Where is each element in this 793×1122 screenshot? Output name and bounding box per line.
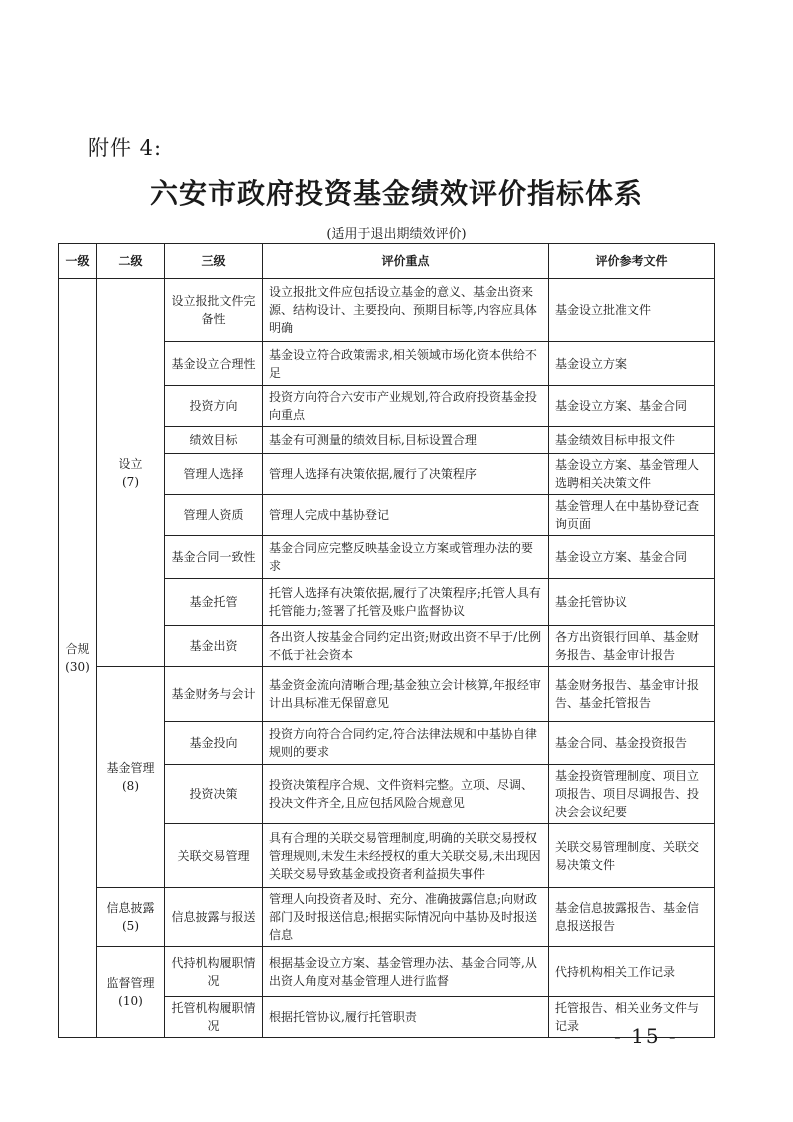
level2-name: 监督管理 xyxy=(106,976,155,990)
focus-cell: 托管人选择有决策依据,履行了决策程序;托管人具有托管能力;签署了托管及账户监督协议 xyxy=(263,579,549,626)
reference-cell: 基金投资管理制度、项目立项报告、项目尽调报告、投决会会议纪要 xyxy=(549,765,715,824)
level3-cell: 管理人选择 xyxy=(165,454,263,495)
level1-name: 合规 xyxy=(65,642,90,656)
level2-score: (10) xyxy=(118,994,143,1008)
focus-cell: 根据基金设立方案、基金管理办法、基金合同等,从出资人角度对基金管理人进行监督 xyxy=(263,947,549,997)
attachment-label: 附件 4: xyxy=(88,136,163,160)
level3-cell: 基金托管 xyxy=(165,579,263,626)
focus-cell: 投资方向符合合同约定,符合法律法规和中基协自律规则的要求 xyxy=(263,722,549,765)
level2-cell xyxy=(97,947,165,1038)
level2-name: 设立 xyxy=(118,456,143,471)
indicator-table xyxy=(58,243,715,1038)
focus-cell: 基金设立符合政策需求,相关领域市场化资本供给不足 xyxy=(263,342,549,386)
focus-cell: 基金合同应完整反映基金设立方案或管理办法的要求 xyxy=(263,536,549,579)
level1-score: (30) xyxy=(65,660,90,674)
reference-cell: 各方出资银行回单、基金财务报告、基金审计报告 xyxy=(549,626,715,667)
level2-cell xyxy=(97,667,165,888)
document-title: 六安市政府投资基金绩效评价指标体系 xyxy=(149,177,643,210)
focus-cell: 投资决策程序合规、文件资料完整。立项、尽调、投决文件齐全,且应包括风险合规意见 xyxy=(263,765,549,824)
level3-cell: 基金财务与会计 xyxy=(165,667,263,722)
level2-score: (7) xyxy=(122,474,139,489)
level2-name: 基金管理 xyxy=(106,761,155,775)
column-header: 一级 xyxy=(59,244,97,279)
reference-cell: 托管报告、相关业务文件与记录 xyxy=(549,997,715,1038)
focus-cell: 投资方向符合六安市产业规划,符合政府投资基金投向重点 xyxy=(263,386,549,427)
reference-cell: 基金绩效目标申报文件 xyxy=(549,427,715,454)
level3-cell: 基金设立合理性 xyxy=(165,342,263,386)
reference-cell: 基金财务报告、基金审计报告、基金托管报告 xyxy=(549,667,715,722)
document-subtitle: (适用于退出期绩效评价) xyxy=(326,227,467,242)
level1-cell xyxy=(59,279,97,1038)
level2-name: 信息披露 xyxy=(106,901,155,915)
level3-cell: 托管机构履职情况 xyxy=(165,997,263,1038)
reference-cell: 基金设立方案 xyxy=(549,342,715,386)
table-header-row xyxy=(59,244,715,279)
table-row xyxy=(59,279,715,342)
column-header: 评价参考文件 xyxy=(549,244,715,279)
level3-cell: 基金合同一致性 xyxy=(165,536,263,579)
level2-score: (8) xyxy=(122,779,139,793)
level3-cell: 绩效目标 xyxy=(165,427,263,454)
reference-cell: 关联交易管理制度、关联交易决策文件 xyxy=(549,824,715,888)
focus-cell: 管理人选择有决策依据,履行了决策程序 xyxy=(263,454,549,495)
level3-cell: 基金投向 xyxy=(165,722,263,765)
level2-cell xyxy=(97,279,165,667)
level3-cell: 管理人资质 xyxy=(165,495,263,536)
reference-cell: 基金设立批准文件 xyxy=(549,279,715,342)
table-row xyxy=(59,888,715,947)
focus-cell: 根据托管协议,履行托管职责 xyxy=(263,997,549,1038)
table-row xyxy=(59,947,715,997)
focus-cell: 基金资金流向清晰合理;基金独立会计核算,年报经审计出具标准无保留意见 xyxy=(263,667,549,722)
reference-cell: 基金设立方案、基金合同 xyxy=(549,386,715,427)
level2-cell xyxy=(97,888,165,947)
level3-cell: 设立报批文件完备性 xyxy=(165,279,263,342)
focus-cell: 各出资人按基金合同约定出资;财政出资不早于/比例不低于社会资本 xyxy=(263,626,549,667)
reference-cell: 基金合同、基金投资报告 xyxy=(549,722,715,765)
reference-cell: 基金设立方案、基金合同 xyxy=(549,536,715,579)
focus-cell: 具有合理的关联交易管理制度,明确的关联交易授权管理规则,未发生未经授权的重大关联交易,未出现因关联交易导致基金或投资者利益损失事件 xyxy=(263,824,549,888)
column-header: 三级 xyxy=(165,244,263,279)
focus-cell: 管理人完成中基协登记 xyxy=(263,495,549,536)
focus-cell: 基金有可测量的绩效目标,目标设置合理 xyxy=(263,427,549,454)
level3-cell: 投资方向 xyxy=(165,386,263,427)
page-number: - 15 - xyxy=(614,1024,678,1048)
reference-cell: 基金托管协议 xyxy=(549,579,715,626)
reference-cell: 代持机构相关工作记录 xyxy=(549,947,715,997)
table-row xyxy=(59,667,715,722)
focus-cell: 管理人向投资者及时、充分、准确披露信息;向财政部门及时报送信息;根据实际情况向中基协及时报送信息 xyxy=(263,888,549,947)
level3-cell: 投资决策 xyxy=(165,765,263,824)
reference-cell: 基金信息披露报告、基金信息报送报告 xyxy=(549,888,715,947)
reference-cell: 基金管理人在中基协登记查询页面 xyxy=(549,495,715,536)
column-header: 二级 xyxy=(97,244,165,279)
reference-cell: 基金设立方案、基金管理人选聘相关决策文件 xyxy=(549,454,715,495)
column-header: 评价重点 xyxy=(263,244,549,279)
level2-score: (5) xyxy=(122,919,139,933)
level3-cell: 代持机构履职情况 xyxy=(165,947,263,997)
level3-cell: 关联交易管理 xyxy=(165,824,263,888)
level3-cell: 信息披露与报送 xyxy=(165,888,263,947)
level3-cell: 基金出资 xyxy=(165,626,263,667)
focus-cell: 设立报批文件应包括设立基金的意义、基金出资来源、结构设计、主要投向、预期目标等,内容应具体明确 xyxy=(263,279,549,342)
